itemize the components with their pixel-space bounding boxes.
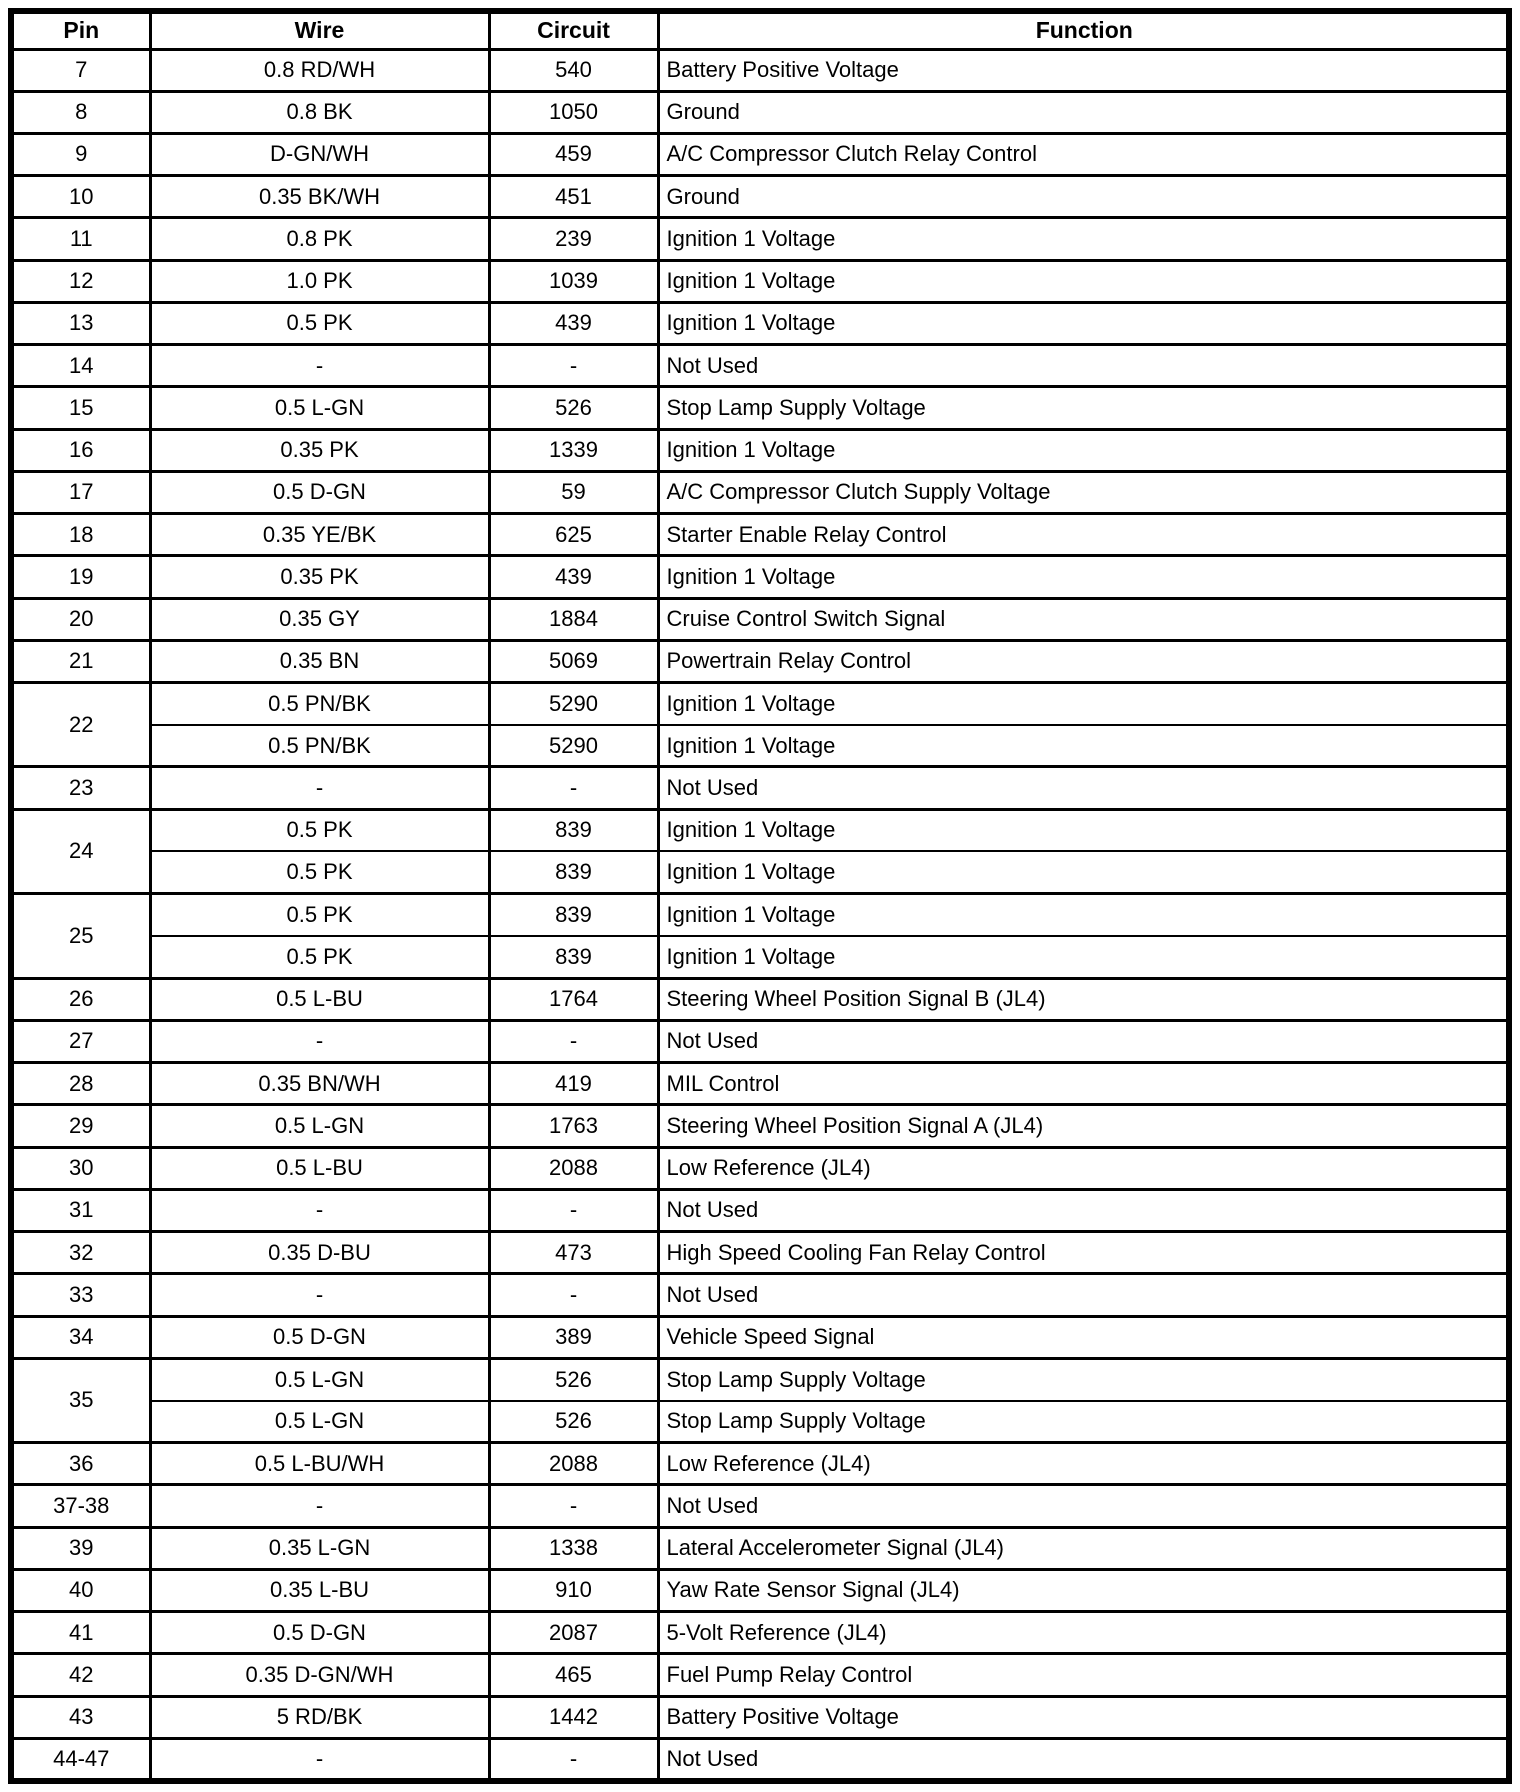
wire-cell: 0.5 D-GN (150, 1612, 489, 1654)
function-cell: Not Used (658, 767, 1509, 809)
table-row (11, 1105, 1509, 1147)
circuit-cell: 2088 (489, 1147, 658, 1189)
function-cell: Low Reference (JL4) (658, 1443, 1509, 1485)
circuit-cell: 1442 (489, 1696, 658, 1738)
pin-cell: 30 (11, 1147, 150, 1189)
table-row (11, 91, 1509, 133)
function-cell: Ground (658, 176, 1509, 218)
pin-cell: 41 (11, 1612, 150, 1654)
circuit-cell: 239 (489, 218, 658, 260)
pin-cell: 25 (11, 894, 150, 978)
table-row (11, 218, 1509, 260)
table-row (11, 133, 1509, 175)
wire-cell: 0.5 L-BU (150, 978, 489, 1020)
function-cell: Powertrain Relay Control (658, 640, 1509, 682)
circuit-cell: - (489, 1738, 658, 1781)
pin-cell: 19 (11, 556, 150, 598)
wire-cell: 0.35 D-BU (150, 1232, 489, 1274)
circuit-cell: 5069 (489, 640, 658, 682)
pin-cell: 26 (11, 978, 150, 1020)
pin-cell: 42 (11, 1654, 150, 1696)
function-cell: Ignition 1 Voltage (658, 683, 1509, 725)
function-cell: Cruise Control Switch Signal (658, 598, 1509, 640)
table-row (11, 1612, 1509, 1654)
circuit-cell: - (489, 1189, 658, 1231)
circuit-cell: - (489, 767, 658, 809)
pin-cell: 8 (11, 91, 150, 133)
wire-cell: 0.35 BN (150, 640, 489, 682)
pin-cell: 32 (11, 1232, 150, 1274)
pin-cell: 39 (11, 1527, 150, 1569)
wire-cell: - (150, 1485, 489, 1527)
table-row (11, 1527, 1509, 1569)
wire-cell: 0.35 BN/WH (150, 1063, 489, 1105)
pin-cell: 27 (11, 1020, 150, 1062)
pin-cell: 14 (11, 345, 150, 387)
wire-cell: 0.5 L-GN (150, 1105, 489, 1147)
wire-cell: 0.8 RD/WH (150, 49, 489, 91)
pin-cell: 21 (11, 640, 150, 682)
circuit-cell: 389 (489, 1316, 658, 1358)
pin-cell: 17 (11, 471, 150, 513)
function-cell: MIL Control (658, 1063, 1509, 1105)
function-cell: Stop Lamp Supply Voltage (658, 1401, 1509, 1443)
wire-cell: 0.5 PN/BK (150, 725, 489, 767)
table-row (11, 471, 1509, 513)
circuit-cell: 439 (489, 556, 658, 598)
wire-cell: 0.5 L-GN (150, 1401, 489, 1443)
table-row (11, 556, 1509, 598)
wire-cell: 0.8 BK (150, 91, 489, 133)
table-row (11, 851, 1509, 893)
wire-cell: 0.5 L-BU (150, 1147, 489, 1189)
circuit-cell: 459 (489, 133, 658, 175)
pin-cell: 29 (11, 1105, 150, 1147)
function-cell: Steering Wheel Position Signal B (JL4) (658, 978, 1509, 1020)
function-cell: Starter Enable Relay Control (658, 514, 1509, 556)
circuit-cell: 1763 (489, 1105, 658, 1147)
table-row (11, 1569, 1509, 1611)
table-row (11, 1316, 1509, 1358)
table-row (11, 725, 1509, 767)
circuit-cell: 439 (489, 302, 658, 344)
pin-cell: 36 (11, 1443, 150, 1485)
table-row (11, 1274, 1509, 1316)
wire-cell: 0.5 PK (150, 851, 489, 893)
pin-cell: 15 (11, 387, 150, 429)
function-cell: Lateral Accelerometer Signal (JL4) (658, 1527, 1509, 1569)
table-row (11, 894, 1509, 936)
circuit-cell: 59 (489, 471, 658, 513)
circuit-cell: 839 (489, 894, 658, 936)
wire-cell: - (150, 1189, 489, 1231)
function-cell: Ignition 1 Voltage (658, 894, 1509, 936)
table-row (11, 1063, 1509, 1105)
function-cell: Ignition 1 Voltage (658, 725, 1509, 767)
pin-cell: 33 (11, 1274, 150, 1316)
table-row (11, 387, 1509, 429)
wire-cell: 0.35 L-BU (150, 1569, 489, 1611)
pin-cell: 13 (11, 302, 150, 344)
function-cell: Stop Lamp Supply Voltage (658, 1358, 1509, 1400)
table-row (11, 1401, 1509, 1443)
pin-cell: 12 (11, 260, 150, 302)
table-row (11, 176, 1509, 218)
function-cell: Not Used (658, 1020, 1509, 1062)
table-row (11, 640, 1509, 682)
table-row (11, 1738, 1509, 1781)
table-row (11, 514, 1509, 556)
pin-cell: 43 (11, 1696, 150, 1738)
header-row (11, 11, 1509, 49)
function-cell: Ignition 1 Voltage (658, 260, 1509, 302)
wire-cell: 0.5 PK (150, 894, 489, 936)
circuit-cell: 2088 (489, 1443, 658, 1485)
table-row (11, 1189, 1509, 1231)
function-cell: Ignition 1 Voltage (658, 556, 1509, 598)
circuit-cell: 5290 (489, 683, 658, 725)
table-row (11, 1485, 1509, 1527)
function-cell: Not Used (658, 1485, 1509, 1527)
wire-cell: 0.35 PK (150, 556, 489, 598)
circuit-cell: 1050 (489, 91, 658, 133)
circuit-cell: 451 (489, 176, 658, 218)
pin-cell: 18 (11, 514, 150, 556)
wire-cell: 0.5 PK (150, 809, 489, 851)
function-cell: Ignition 1 Voltage (658, 809, 1509, 851)
pin-cell: 31 (11, 1189, 150, 1231)
table-row (11, 1358, 1509, 1400)
table-row (11, 302, 1509, 344)
column-header-circuit: Circuit (489, 11, 658, 49)
wire-cell: - (150, 1738, 489, 1781)
table-row (11, 260, 1509, 302)
function-cell: Low Reference (JL4) (658, 1147, 1509, 1189)
function-cell: A/C Compressor Clutch Supply Voltage (658, 471, 1509, 513)
table-row (11, 1232, 1509, 1274)
wire-cell: 0.35 D-GN/WH (150, 1654, 489, 1696)
wire-cell: 5 RD/BK (150, 1696, 489, 1738)
table-row (11, 1696, 1509, 1738)
wire-cell: 0.5 PK (150, 936, 489, 978)
pin-cell: 20 (11, 598, 150, 640)
wire-cell: 0.35 L-GN (150, 1527, 489, 1569)
function-cell: Ignition 1 Voltage (658, 936, 1509, 978)
circuit-cell: 1339 (489, 429, 658, 471)
circuit-cell: 839 (489, 809, 658, 851)
function-cell: Ignition 1 Voltage (658, 302, 1509, 344)
wire-cell: 0.8 PK (150, 218, 489, 260)
function-cell: Not Used (658, 345, 1509, 387)
pin-cell: 10 (11, 176, 150, 218)
pin-cell: 16 (11, 429, 150, 471)
pin-cell: 34 (11, 1316, 150, 1358)
circuit-cell: - (489, 345, 658, 387)
pin-cell: 37-38 (11, 1485, 150, 1527)
circuit-cell: 473 (489, 1232, 658, 1274)
pin-cell: 11 (11, 218, 150, 260)
pin-cell: 22 (11, 683, 150, 767)
circuit-cell: 910 (489, 1569, 658, 1611)
wire-cell: 0.5 D-GN (150, 1316, 489, 1358)
circuit-cell: 526 (489, 1401, 658, 1443)
circuit-cell: - (489, 1020, 658, 1062)
wire-cell: - (150, 345, 489, 387)
column-header-function: Function (658, 11, 1509, 49)
wire-cell: 1.0 PK (150, 260, 489, 302)
pin-cell: 23 (11, 767, 150, 809)
wire-cell: 0.5 L-BU/WH (150, 1443, 489, 1485)
function-cell: Stop Lamp Supply Voltage (658, 387, 1509, 429)
circuit-cell: 2087 (489, 1612, 658, 1654)
circuit-cell: 1039 (489, 260, 658, 302)
circuit-cell: 625 (489, 514, 658, 556)
wire-cell: 0.35 PK (150, 429, 489, 471)
table-row (11, 936, 1509, 978)
wire-cell: 0.5 PK (150, 302, 489, 344)
circuit-cell: 1338 (489, 1527, 658, 1569)
column-header-wire: Wire (150, 11, 489, 49)
pin-cell: 35 (11, 1358, 150, 1442)
circuit-cell: 839 (489, 936, 658, 978)
function-cell: Ground (658, 91, 1509, 133)
function-cell: Not Used (658, 1189, 1509, 1231)
function-cell: Ignition 1 Voltage (658, 851, 1509, 893)
function-cell: Vehicle Speed Signal (658, 1316, 1509, 1358)
pin-cell: 7 (11, 49, 150, 91)
column-header-pin: Pin (11, 11, 150, 49)
circuit-cell: 540 (489, 49, 658, 91)
wire-cell: - (150, 1274, 489, 1316)
table-row (11, 429, 1509, 471)
function-cell: Not Used (658, 1274, 1509, 1316)
table-row (11, 1443, 1509, 1485)
circuit-cell: - (489, 1485, 658, 1527)
circuit-cell: 1764 (489, 978, 658, 1020)
circuit-cell: 839 (489, 851, 658, 893)
wire-cell: 0.5 PN/BK (150, 683, 489, 725)
function-cell: Ignition 1 Voltage (658, 218, 1509, 260)
wire-cell: 0.5 L-GN (150, 387, 489, 429)
table-row (11, 683, 1509, 725)
wire-cell: 0.5 L-GN (150, 1358, 489, 1400)
table-row (11, 345, 1509, 387)
circuit-cell: 5290 (489, 725, 658, 767)
pinout-table (8, 8, 1512, 1784)
wire-cell: - (150, 767, 489, 809)
wire-cell: 0.35 GY (150, 598, 489, 640)
pin-cell: 24 (11, 809, 150, 893)
function-cell: 5-Volt Reference (JL4) (658, 1612, 1509, 1654)
pin-cell: 40 (11, 1569, 150, 1611)
function-cell: Not Used (658, 1738, 1509, 1781)
wire-cell: 0.35 BK/WH (150, 176, 489, 218)
function-cell: A/C Compressor Clutch Relay Control (658, 133, 1509, 175)
wire-cell: 0.35 YE/BK (150, 514, 489, 556)
function-cell: High Speed Cooling Fan Relay Control (658, 1232, 1509, 1274)
wire-cell: 0.5 D-GN (150, 471, 489, 513)
table-row (11, 1147, 1509, 1189)
circuit-cell: 526 (489, 387, 658, 429)
wire-cell: - (150, 1020, 489, 1062)
pin-cell: 28 (11, 1063, 150, 1105)
function-cell: Battery Positive Voltage (658, 49, 1509, 91)
function-cell: Fuel Pump Relay Control (658, 1654, 1509, 1696)
table-row (11, 978, 1509, 1020)
table-row (11, 1020, 1509, 1062)
table-row (11, 598, 1509, 640)
table-row (11, 809, 1509, 851)
circuit-cell: 465 (489, 1654, 658, 1696)
circuit-cell: 526 (489, 1358, 658, 1400)
pin-cell: 9 (11, 133, 150, 175)
function-cell: Battery Positive Voltage (658, 1696, 1509, 1738)
table-row (11, 49, 1509, 91)
circuit-cell: 419 (489, 1063, 658, 1105)
function-cell: Ignition 1 Voltage (658, 429, 1509, 471)
table-row (11, 767, 1509, 809)
pinout-table-body (11, 49, 1509, 1781)
table-row (11, 1654, 1509, 1696)
circuit-cell: - (489, 1274, 658, 1316)
function-cell: Steering Wheel Position Signal A (JL4) (658, 1105, 1509, 1147)
circuit-cell: 1884 (489, 598, 658, 640)
pin-cell: 44-47 (11, 1738, 150, 1781)
wire-cell: D-GN/WH (150, 133, 489, 175)
function-cell: Yaw Rate Sensor Signal (JL4) (658, 1569, 1509, 1611)
